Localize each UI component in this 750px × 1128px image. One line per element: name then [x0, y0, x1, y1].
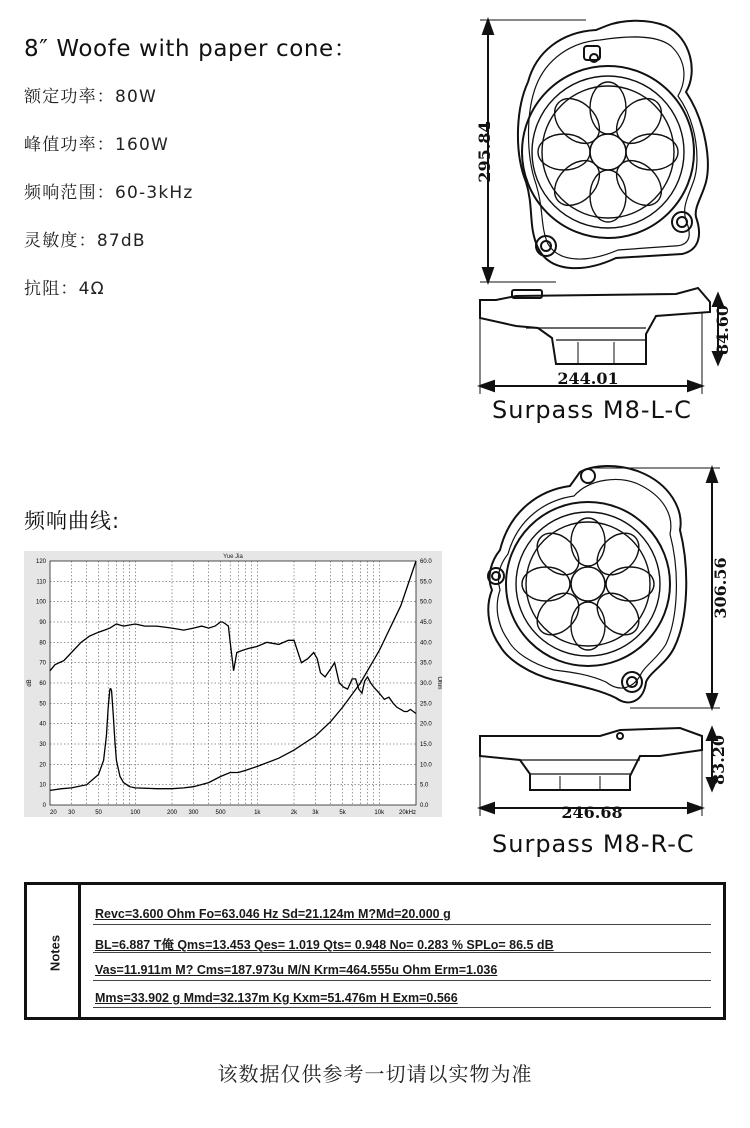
- y2-tick-label: 25.0: [420, 701, 432, 708]
- product-title: 8″ Woofe with paper cone：: [24, 36, 358, 62]
- x-tick-label: 20kHz: [398, 810, 416, 816]
- x-tick-label: 5k: [339, 810, 346, 816]
- spec-sensitivity: [24, 226, 146, 251]
- spec-value: 160W: [115, 135, 170, 155]
- y-tick-label: 30: [39, 742, 46, 748]
- y2-tick-label: 45.0: [420, 620, 432, 626]
- y-tick-label: 40: [39, 721, 46, 728]
- dimension-depth-label: 83.20: [709, 734, 728, 786]
- notes-panel: [24, 882, 726, 1020]
- chart-title: Yue Jia: [223, 554, 243, 560]
- y-tick-label: 70: [39, 660, 46, 667]
- y-tick-label: 100: [35, 599, 46, 606]
- y2-tick-label: 55.0: [420, 579, 432, 586]
- notes-side-column: [27, 885, 81, 1017]
- model-name-right: Surpass M8-R-C: [492, 830, 695, 858]
- y2-axis-label: Ohm: [436, 676, 442, 690]
- y-tick-label: 120: [35, 559, 46, 565]
- y-tick-label: 60: [39, 681, 46, 687]
- y2-tick-label: 40.0: [420, 640, 432, 647]
- x-tick-label: 10k: [374, 810, 385, 816]
- y2-tick-label: 15.0: [420, 742, 432, 748]
- y-tick-label: 20: [39, 762, 46, 769]
- notes-label: Notes: [47, 934, 63, 972]
- dimension-height-label: 306.56: [711, 557, 730, 619]
- notes-line-2: BL=6.887 T俺 Qms=13.453 Qes= 1.019 Qts= 0.948 No= 0.283 % SPLo= 86.5 dB: [95, 938, 554, 952]
- dimension-depth-label: 84.60: [713, 304, 732, 356]
- spec-value: 4Ω: [78, 279, 105, 299]
- x-tick-label: 300: [188, 810, 199, 816]
- y2-tick-label: 35.0: [420, 660, 432, 667]
- spec-value: 87dB: [96, 231, 146, 251]
- spec-frequency-range: [24, 178, 194, 203]
- notes-rule: [93, 980, 711, 981]
- dimension-height-label: 295.84: [475, 121, 494, 183]
- notes-line-3: Vas=11.911m M? Cms=187.973u M/N Krm=464.555u Ohm Erm=1.036: [95, 963, 498, 977]
- y2-tick-label: 10.0: [420, 762, 432, 769]
- y-tick-label: 10: [39, 782, 46, 789]
- y-axis-label: dB: [27, 679, 33, 687]
- y-tick-label: 90: [39, 620, 46, 626]
- spec-label: 峰值功率：: [24, 135, 115, 155]
- y2-tick-label: 30.0: [420, 681, 432, 687]
- x-tick-label: 3k: [312, 810, 319, 816]
- frequency-response-chart: [24, 551, 442, 817]
- spec-value: 60-3kHz: [115, 183, 194, 203]
- frequency-response-heading: 频响曲线:: [24, 509, 121, 533]
- spec-label: 频响范围：: [24, 183, 115, 203]
- notes-rule: [93, 1007, 711, 1008]
- spec-peak-power: [24, 130, 169, 155]
- x-tick-label: 20: [50, 810, 57, 816]
- spec-label: 抗阻：: [24, 279, 79, 299]
- spec-label: 额定功率：: [24, 87, 115, 107]
- dimension-width-label: 244.01: [557, 369, 619, 388]
- x-tick-label: 500: [215, 810, 226, 816]
- notes-rule: [93, 952, 711, 953]
- notes-line-1: Revc=3.600 Ohm Fo=63.046 Hz Sd=21.124m M?Md=20.000 g: [95, 907, 451, 921]
- spec-rated-power: [24, 82, 157, 107]
- x-tick-label: 30: [68, 810, 75, 816]
- disclaimer-footer: 该数据仅供参考一切请以实物为准: [217, 1062, 533, 1086]
- notes-rule: [93, 924, 711, 925]
- speaker-drawing-left: [466, 12, 736, 460]
- spec-value: 80W: [115, 87, 158, 107]
- model-name-left: Surpass M8-L-C: [492, 396, 692, 424]
- x-tick-label: 2k: [290, 810, 298, 816]
- y2-tick-label: 50.0: [420, 599, 432, 606]
- y-tick-label: 80: [39, 640, 46, 647]
- y-tick-label: 50: [39, 701, 46, 708]
- y2-tick-label: 5.0: [420, 782, 429, 789]
- dimension-width-label: 246.68: [561, 803, 623, 822]
- spec-impedance: [24, 274, 105, 299]
- y-tick-label: 0: [42, 803, 46, 809]
- y2-tick-label: 0.0: [420, 803, 429, 809]
- x-tick-label: 100: [130, 810, 141, 816]
- x-tick-label: 200: [166, 810, 178, 816]
- y-tick-label: 110: [36, 579, 46, 586]
- spec-label: 灵敏度：: [24, 231, 97, 251]
- x-tick-label: 50: [95, 810, 102, 816]
- y2-tick-label: 60.0: [420, 559, 432, 565]
- y2-tick-label: 20.0: [420, 721, 432, 728]
- x-tick-label: 1k: [254, 810, 261, 816]
- speaker-drawing-right: [470, 460, 740, 830]
- notes-line-4: Mms=33.902 g Mmd=32.137m Kg Kxm=51.476m H Exm=0.566: [95, 991, 458, 1005]
